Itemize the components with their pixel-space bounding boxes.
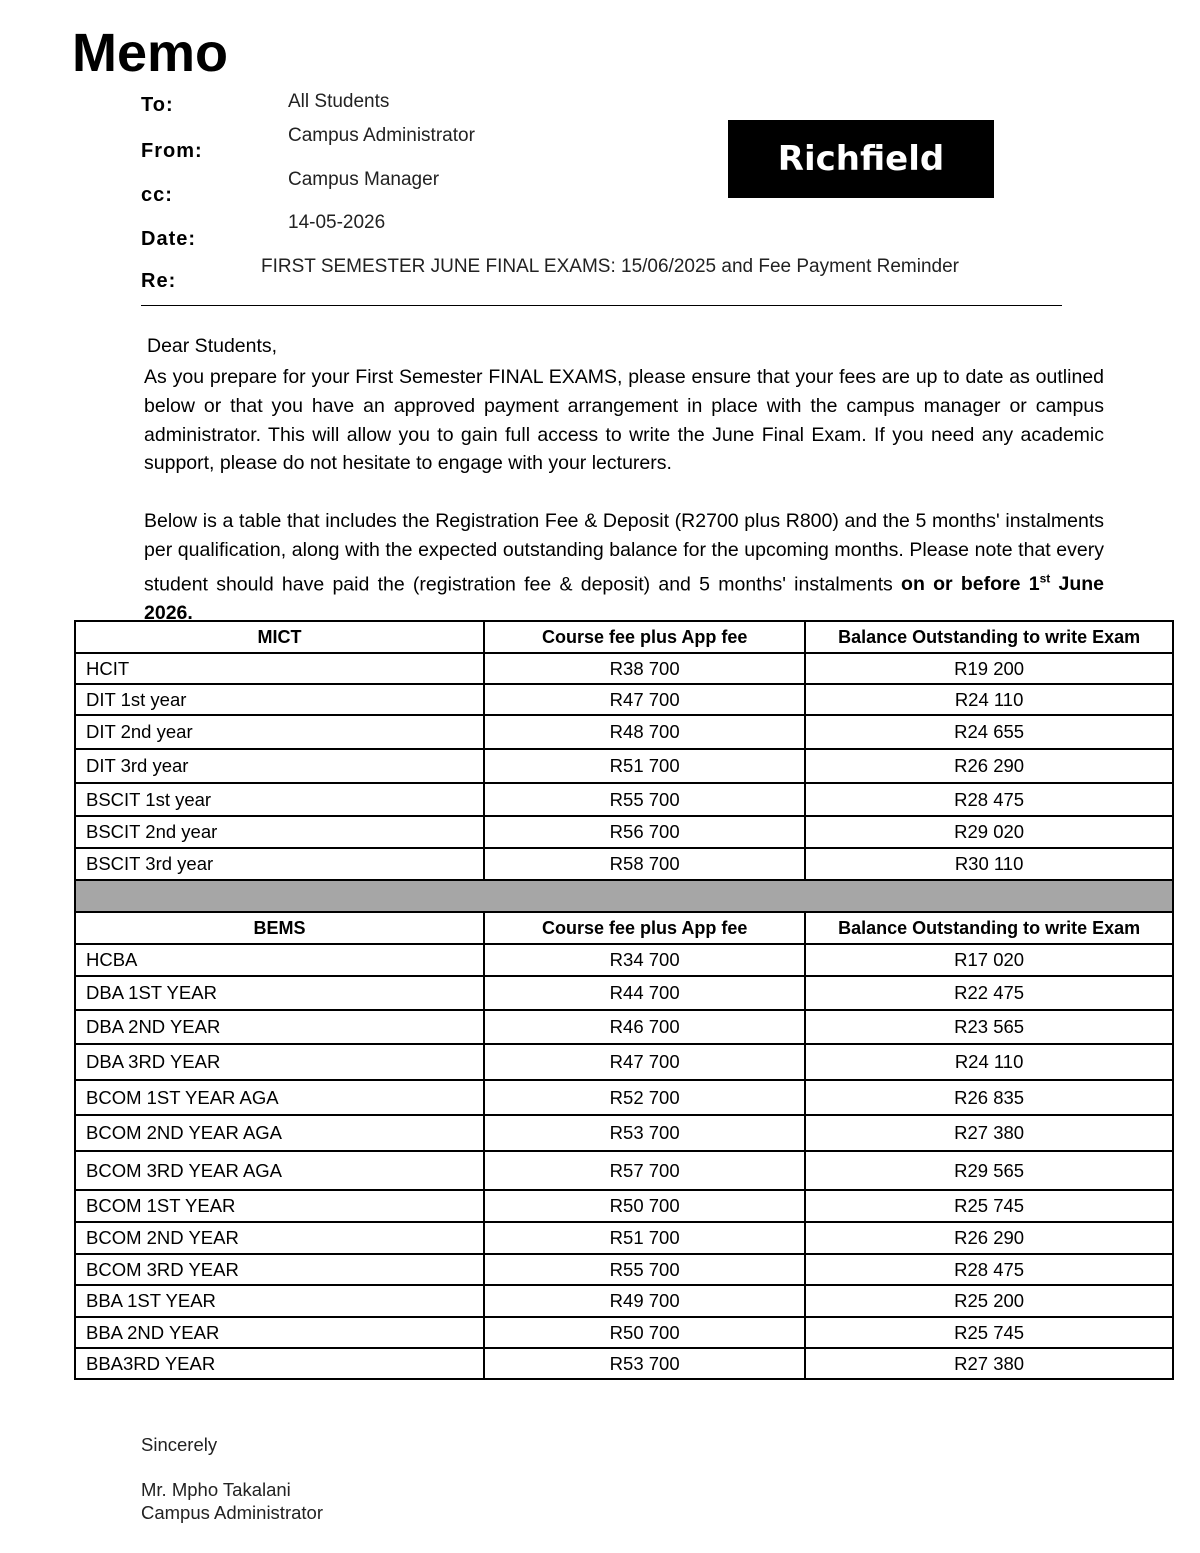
balance-cell: R25 200 (805, 1285, 1173, 1317)
date-label: Date: (141, 228, 197, 250)
qualification-cell: BCOM 1ST YEAR AGA (75, 1080, 484, 1115)
balance-cell: R29 565 (805, 1151, 1173, 1190)
qualification-cell: DIT 2nd year (75, 715, 484, 749)
course-fee-cell: R55 700 (484, 1254, 805, 1285)
balance-cell: R19 200 (805, 653, 1173, 684)
balance-cell: R28 475 (805, 783, 1173, 816)
memo-title: Memo (72, 23, 229, 83)
greeting: Dear Students, (147, 335, 278, 357)
balance-cell: R24 110 (805, 684, 1173, 715)
qualification-cell: BCOM 2ND YEAR (75, 1222, 484, 1254)
qualification-cell: BCOM 1ST YEAR (75, 1190, 484, 1222)
paragraph-1: As you prepare for your First Semester FINAL EXAMS, please ensure that your fees are up to date as outlined below or that you have an approved payment arrangement in place with the campus manager or campus administrator. This will allow you to gain full access to write the June Final Exam. If you need any academic support, please do not hesitate to engage with your lecturers. (144, 366, 1104, 475)
signatory-name: Mr. Mpho Takalani (141, 1479, 291, 1500)
qualification-cell: BBA 1ST YEAR (75, 1285, 484, 1317)
qualification-cell: DIT 3rd year (75, 749, 484, 783)
from-value: Campus Administrator (288, 125, 475, 146)
re-value: FIRST SEMESTER JUNE FINAL EXAMS: 15/06/2025 and Fee Payment Reminder (261, 256, 959, 277)
paragraph-2 (144, 507, 1104, 628)
mict-header-qualification: MICT (75, 621, 484, 653)
course-fee-cell: R38 700 (484, 653, 805, 684)
course-fee-cell: R47 700 (484, 1044, 805, 1080)
balance-cell: R28 475 (805, 1254, 1173, 1285)
course-fee-cell: R57 700 (484, 1151, 805, 1190)
qualification-cell: BCOM 2ND YEAR AGA (75, 1115, 484, 1151)
course-fee-cell: R56 700 (484, 816, 805, 848)
signatory-role: Campus Administrator (141, 1502, 323, 1523)
balance-cell: R17 020 (805, 944, 1173, 976)
qualification-cell: BSCIT 1st year (75, 783, 484, 816)
balance-cell: R22 475 (805, 976, 1173, 1010)
course-fee-cell: R34 700 (484, 944, 805, 976)
balance-cell: R26 290 (805, 1222, 1173, 1254)
bems-header-course-fee: Course fee plus App fee (484, 912, 805, 944)
date-value: 14-05-2026 (288, 212, 386, 233)
course-fee-cell: R55 700 (484, 783, 805, 816)
richfield-logo (728, 120, 994, 198)
balance-cell: R23 565 (805, 1010, 1173, 1044)
course-fee-cell: R52 700 (484, 1080, 805, 1115)
table-row (75, 684, 1173, 715)
balance-cell: R24 110 (805, 1044, 1173, 1080)
qualification-cell: BCOM 3RD YEAR AGA (75, 1151, 484, 1190)
table-row (75, 1010, 1173, 1044)
fees-table (74, 620, 1174, 1380)
balance-cell: R27 380 (805, 1115, 1173, 1151)
balance-cell: R25 745 (805, 1190, 1173, 1222)
to-value: All Students (288, 91, 390, 112)
course-fee-cell: R53 700 (484, 1348, 805, 1379)
from-label: From: (141, 140, 203, 162)
mict-header-balance: Balance Outstanding to write Exam (805, 621, 1173, 653)
course-fee-cell: R47 700 (484, 684, 805, 715)
course-fee-cell: R44 700 (484, 976, 805, 1010)
cc-label: cc: (141, 184, 173, 206)
qualification-cell: DBA 1ST YEAR (75, 976, 484, 1010)
table-row (75, 1115, 1173, 1151)
course-fee-cell: R49 700 (484, 1285, 805, 1317)
course-fee-cell: R53 700 (484, 1115, 805, 1151)
course-fee-cell: R50 700 (484, 1190, 805, 1222)
section-separator-row (75, 880, 1173, 912)
qualification-cell: BCOM 3RD YEAR (75, 1254, 484, 1285)
to-label: To: (141, 94, 174, 116)
course-fee-cell: R46 700 (484, 1010, 805, 1044)
balance-cell: R24 655 (805, 715, 1173, 749)
balance-cell: R26 290 (805, 749, 1173, 783)
table-row (75, 816, 1173, 848)
paragraph-2-text: Below is a table that includes the Registration Fee & Deposit (R2700 plus R800) and the 5 months' instalments per qualification, along with the expected outstanding balance for the upcoming months. Please note that every student should have paid the (registration fee & deposit) and 5 months' instalments (144, 510, 1104, 596)
table-row (75, 1317, 1173, 1348)
qualification-cell: HCIT (75, 653, 484, 684)
qualification-cell: DBA 3RD YEAR (75, 1044, 484, 1080)
bems-header-row (75, 912, 1173, 944)
table-row (75, 783, 1173, 816)
header-divider (141, 305, 1062, 306)
table-row (75, 653, 1173, 684)
course-fee-cell: R48 700 (484, 715, 805, 749)
table-row (75, 1190, 1173, 1222)
table-row (75, 944, 1173, 976)
balance-cell: R30 110 (805, 848, 1173, 880)
bems-header-balance: Balance Outstanding to write Exam (805, 912, 1173, 944)
mict-header-row (75, 621, 1173, 653)
balance-cell: R26 835 (805, 1080, 1173, 1115)
qualification-cell: BBA3RD YEAR (75, 1348, 484, 1379)
re-label: Re: (141, 270, 177, 292)
table-row (75, 1222, 1173, 1254)
logo-text: Richfield (777, 139, 945, 179)
qualification-cell: DIT 1st year (75, 684, 484, 715)
balance-cell: R25 745 (805, 1317, 1173, 1348)
course-fee-cell: R50 700 (484, 1317, 805, 1348)
qualification-cell: BSCIT 3rd year (75, 848, 484, 880)
course-fee-cell: R51 700 (484, 1222, 805, 1254)
table-row (75, 1254, 1173, 1285)
table-row (75, 749, 1173, 783)
balance-cell: R29 020 (805, 816, 1173, 848)
table-row (75, 976, 1173, 1010)
table-row (75, 1285, 1173, 1317)
table-row (75, 1044, 1173, 1080)
qualification-cell: HCBA (75, 944, 484, 976)
table-row (75, 1348, 1173, 1379)
qualification-cell: DBA 2ND YEAR (75, 1010, 484, 1044)
paragraph-2-deadline: on or before 1st June 2026. (144, 571, 1104, 624)
table-row (75, 715, 1173, 749)
mict-header-course-fee: Course fee plus App fee (484, 621, 805, 653)
balance-cell: R27 380 (805, 1348, 1173, 1379)
table-row (75, 1151, 1173, 1190)
closing-sincerely: Sincerely (141, 1434, 218, 1455)
course-fee-cell: R58 700 (484, 848, 805, 880)
qualification-cell: BSCIT 2nd year (75, 816, 484, 848)
bems-header-qualification: BEMS (75, 912, 484, 944)
cc-value: Campus Manager (288, 169, 440, 190)
qualification-cell: BBA 2ND YEAR (75, 1317, 484, 1348)
table-row (75, 848, 1173, 880)
course-fee-cell: R51 700 (484, 749, 805, 783)
table-row (75, 1080, 1173, 1115)
